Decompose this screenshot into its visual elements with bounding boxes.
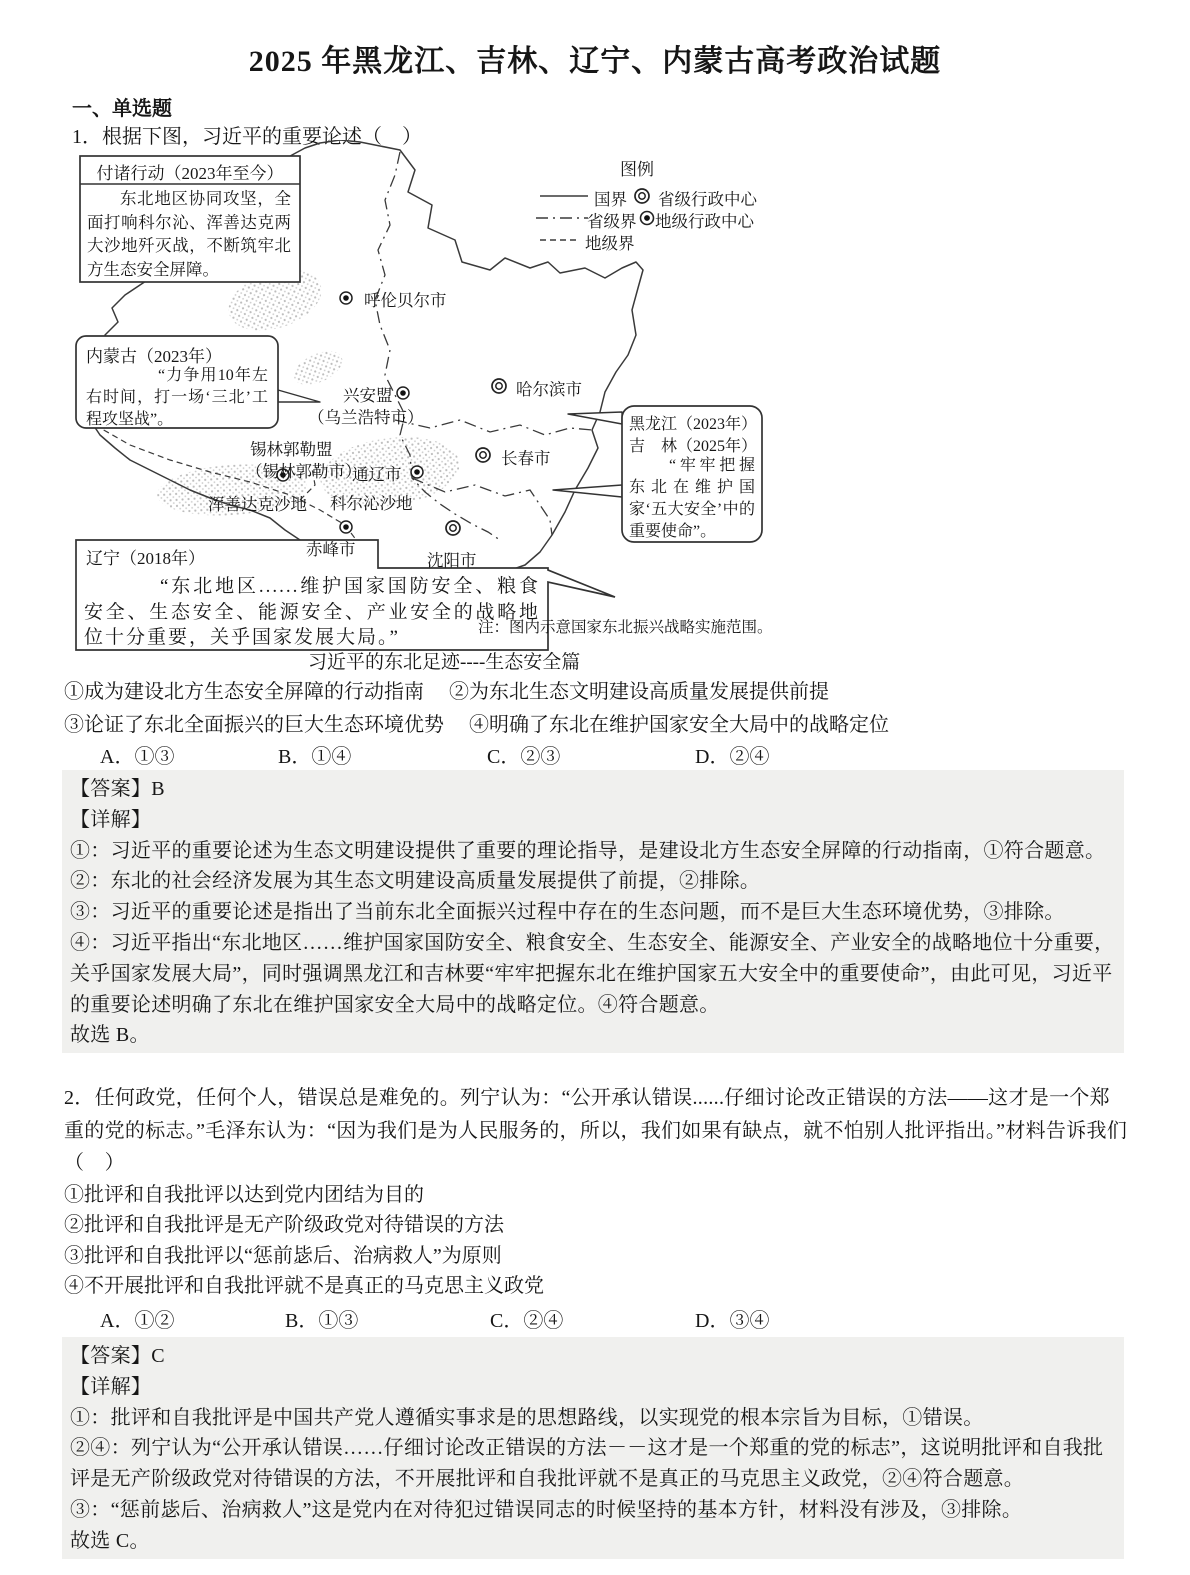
city-label-wulanhaote: （乌兰浩特市） [308,408,424,427]
map-caption: 习近平的东北足迹----生态安全篇 [308,652,581,673]
q2-choice-d: D．③④ [695,1309,770,1332]
q1-choice-a: A．①③ [100,746,175,768]
answer-1-conclusion: 故选 B。 [70,1024,150,1047]
city-label-shenyang: 沈阳市 [427,551,477,570]
q1-option-line-2: ③论证了东北全面振兴的巨大生态环境优势 ④明确了东北在维护国家安全大局中的战略定位 [64,714,889,736]
heilongjiang-box-body: “牢牢把握东北在维护国家‘五大安全’中的重要使命”。 [629,457,755,540]
legend-title: 图例 [620,160,654,179]
q2-option-1: ①批评和自我批评以达到党内团结为目的 [64,1183,424,1206]
marker-tongliao [411,466,423,478]
marker-hulunbeier [340,292,352,304]
answer-2-para-1: ①：批评和自我批评是中国共产党人遵循实事求是的思想路线，以实现党的根本宗旨为目标，①错误。 [70,1406,984,1429]
answer-1-para-4: ④：习近平指出“东北地区……维护国家国防安全、粮食安全、生态安全、能源安全、产业安全的战略地位十分重要，关乎国家发展大局”，同时强调黑龙江和吉林要“牢牢把握东北在维护国家五大安全中的重要使命”，由此可见，习近平的重要论述明确了东北在维护国家安全大局中的战略定位。④符合题意。 [70,931,1115,1016]
sand-label-hunshandake: 浑善达克沙地 [208,495,307,514]
marker-changchun [476,448,490,462]
q2-option-4: ④不开展批评和自我批评就不是真正的马克思主义政党 [64,1275,544,1298]
heilongjiang-box-title-1: 黑龙江（2023年） [629,416,758,433]
answer-1-label: 【答案】B [70,778,165,800]
page-title: 2025 年黑龙江、吉林、辽宁、内蒙古高考政治试题 [248,45,942,78]
detail-1-label: 【详解】 [70,808,152,831]
marker-haerbin [492,379,506,393]
q2-choice-c: C．②④ [490,1309,564,1332]
q2-option-3: ③批评和自我批评以“惩前毖后、治病救人”为原则 [64,1244,502,1267]
liaoning-box-body: “东北地区......维护国家国防安全、粮食安全、生态安全、能源安全、产业安全的战略地位十分重要，关乎国家发展大局。” [84,576,540,648]
answer-1-para-1: ①：习近平的重要论述为生态文明建设提供了重要的理论指导，是建设北方生态安全屏障的行动指南，①符合题意。 [70,839,1106,862]
marker-xinganmeng [397,387,409,399]
city-label-chifeng: 赤峰市 [306,540,356,559]
city-label-tongliao: 通辽市 [352,465,402,484]
q2-choice-b: B．①③ [285,1309,359,1332]
answer-1-para-3: ③：习近平的重要论述是指出了当前东北全面振兴过程中存在的生态问题，而不是巨大生态环境优势，③排除。 [70,901,1065,924]
answer-2-para-2: ②④：列宁认为“公开承认错误……仔细讨论改正错误的方法－－这才是一个郑重的党的标志”，这说明批评和自我批评是无产阶级政党对待错误的方法，不开展批评和自我批评就不是真正的马克思主义政党，②④符合题意。 [70,1437,1104,1491]
q2-option-2: ②批评和自我批评是无产阶级政党对待错误的方法 [64,1214,504,1237]
city-label-hulunbeier: 呼伦贝尔市 [364,291,447,310]
answer-2-label: 【答案】C [70,1345,165,1367]
q1-choice-d: D．②④ [695,746,770,768]
answer-1-para-2: ②：东北的社会经济发展为其生态文明建设高质量发展提供了前提，②排除。 [70,870,761,893]
city-label-changchun: 长春市 [501,449,551,468]
city-label-haerbin: 哈尔滨市 [516,380,582,399]
neimenggu-box-title: 内蒙古（2023年） [86,347,222,366]
legend-label-prefecture-border: 地级界 [585,234,635,253]
sand-label-keerqin: 科尔沁沙地 [330,494,413,513]
action-box-body: 东北地区协同攻坚，全面打响科尔沁、浑善达克两大沙地歼灭战，不断筑牢北方生态安全屏障。 [87,189,291,279]
detail-2-label: 【详解】 [70,1375,152,1398]
legend-line-samples [536,196,588,240]
heilongjiang-box-title-2: 吉 林（2025年） [629,438,758,455]
legend-label-province-capital: 省级行政中心 [658,190,757,209]
question-2 [64,1082,1128,1334]
answer-2-conclusion: 故选 C。 [70,1529,150,1552]
city-label-xilinguoleshi: （锡林郭勒市） [246,462,362,481]
answer-block-2 [62,1337,1124,1559]
legend-province-capital-icon [635,189,649,203]
q1-choice-b: B．①④ [278,746,352,768]
marker-shenyang [446,521,460,535]
q2-choice-a: A．①② [100,1309,175,1332]
action-box-title: 付诸行动（2023年至今） [96,164,284,183]
legend-label-province-border: 省级界 [587,212,637,231]
city-label-xilinguole: 锡林郭勒盟 [250,440,333,459]
q1-choice-c: C．②③ [487,746,561,768]
question-2-stem: 2．任何政党，任何个人，错误总是难免的。列宁认为：“公开承认错误......仔细讨论改正错误的方法——这才是一个郑重的党的标志。”毛泽东认为：“因为我们是为人民服务的，所以，我们如果有缺点，就不怕别人批评指出。”材料告诉我们（ ） [64,1087,1128,1174]
map-note: 注：图内示意国家东北振兴战略实施范围。 [478,619,773,636]
marker-chifeng [340,521,352,533]
question-1-stem: 1．根据下图，习近平的重要论述（ ） [72,126,422,148]
legend-prefecture-capital-icon [641,212,654,225]
legend-label-country-border: 国界 [594,190,627,209]
q1-option-line-1: ①成为建设北方生态安全屏障的行动指南 ②为东北生态文明建设高质量发展提供前提 [64,681,829,703]
answer-block-1 [62,770,1124,1053]
city-label-xinganmeng: 兴安盟 [343,386,393,405]
neimenggu-box-body: “力争用10年左右时间，打一场‘三北’工程攻坚战”。 [86,367,268,428]
legend-label-prefecture-capital: 地级行政中心 [655,212,754,231]
answer-2-para-3: ③：“惩前毖后、治病救人”这是党内在对待犯过错误同志的时候坚持的基本方针，材料没有涉及，③排除。 [70,1498,1023,1521]
liaoning-box-title: 辽宁（2018年） [86,549,205,568]
section-heading: 一、单选题 [72,98,172,120]
